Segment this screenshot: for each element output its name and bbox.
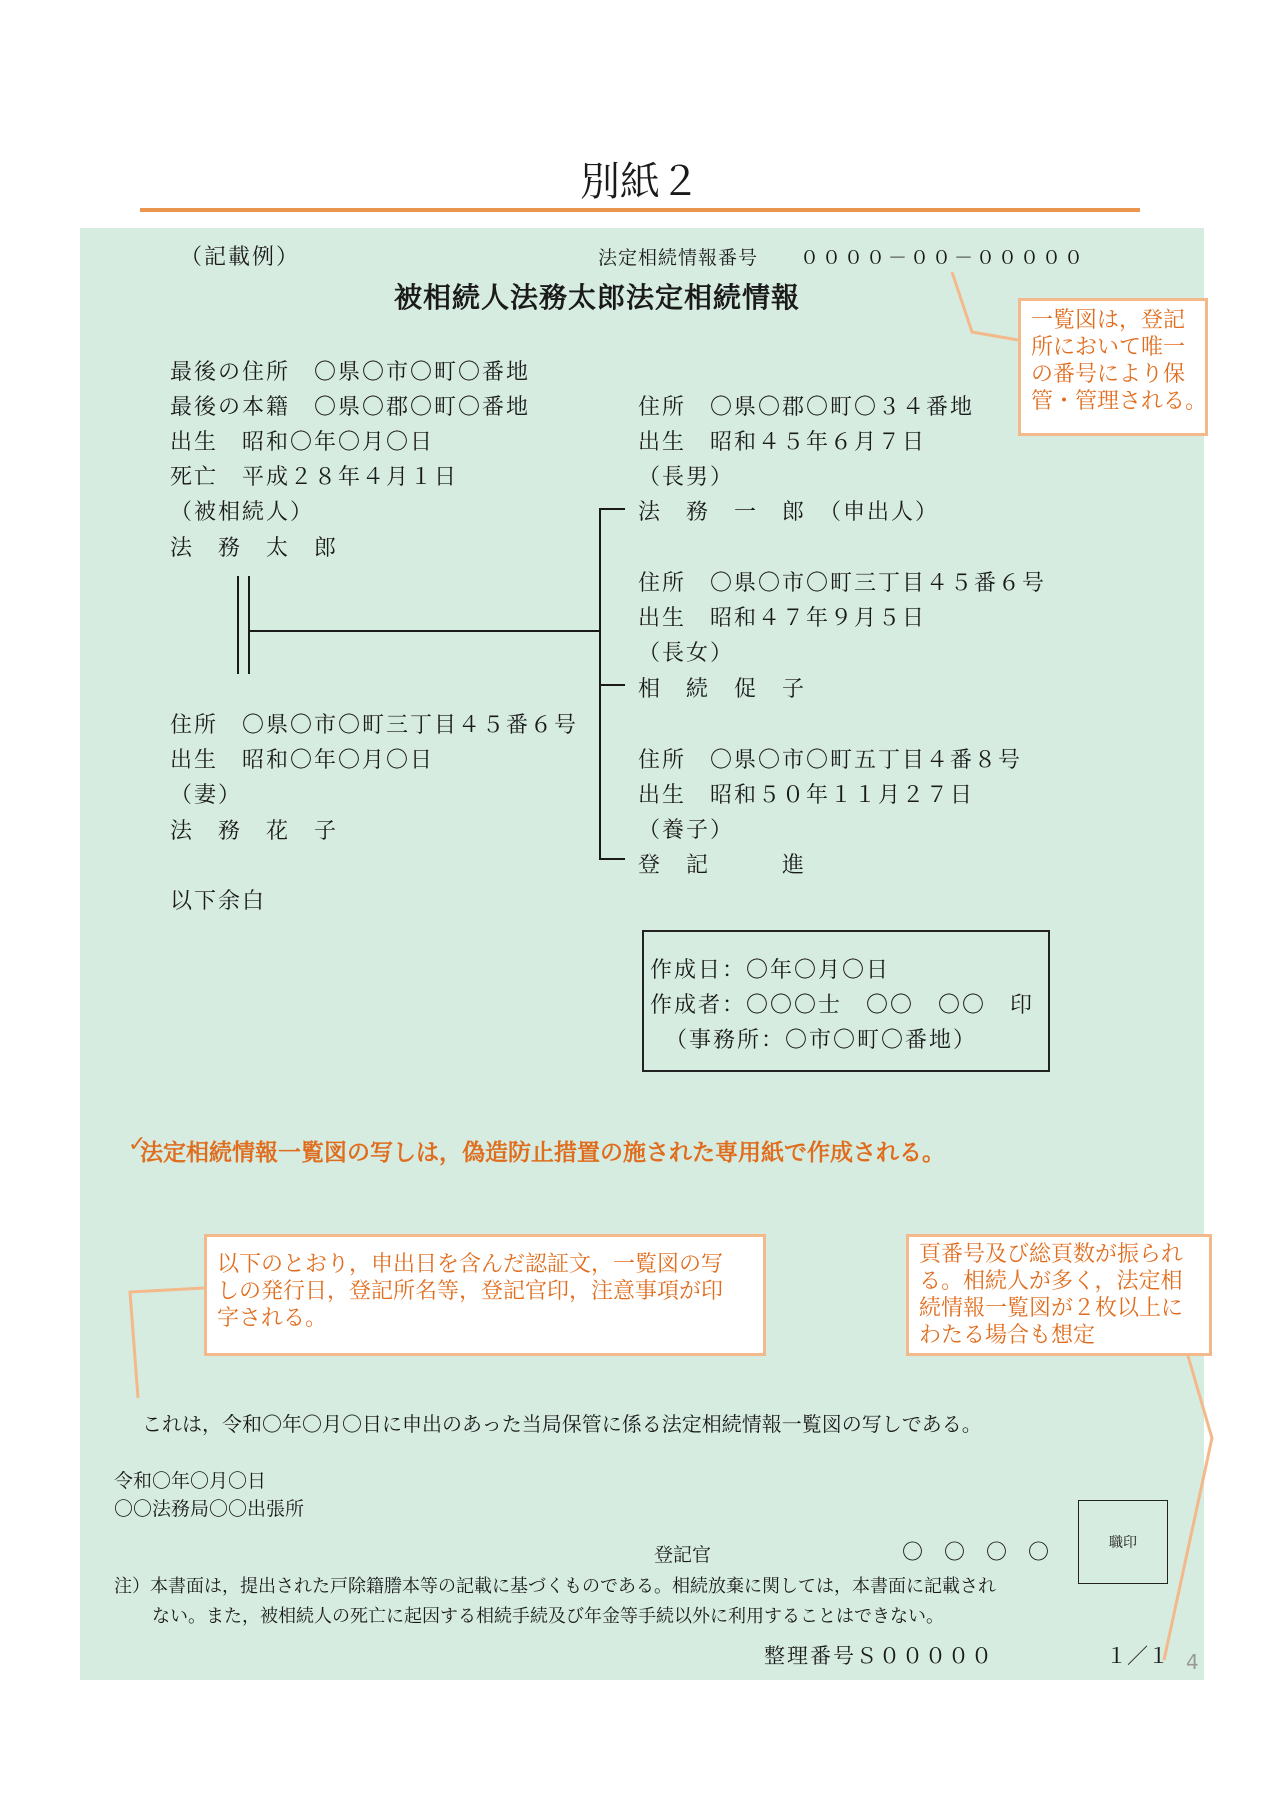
check-icon: ✓	[128, 1132, 147, 1157]
marriage-line-left	[237, 576, 239, 674]
callout-line: しの発行日，登記所名等，登記官印，注意事項が印	[217, 1279, 724, 1304]
decedent-last-address: 最後の住所 〇県〇市〇町〇番地	[170, 360, 531, 385]
sheet-page-number: 4	[1186, 1650, 1199, 1674]
branch-tick-3	[599, 858, 625, 860]
marriage-line-right	[248, 576, 250, 674]
heir-role: （養子）	[638, 818, 735, 843]
spouse-birth: 出生 昭和〇年〇月〇日	[170, 748, 435, 773]
info-number-value: ００００－００－０００００	[800, 247, 1087, 269]
callout-line: わたる場合も想定	[919, 1323, 1096, 1348]
callout-line: 続情報一覧図が２枚以上に	[919, 1296, 1184, 1321]
heir-address: 住所 〇県〇郡〇町〇３４番地	[638, 395, 975, 420]
callout-line: 所において唯一	[1031, 335, 1186, 360]
example-label: （記載例）	[180, 245, 301, 270]
callout-certificate	[204, 1234, 766, 1356]
registry-office: 〇〇法務局〇〇出張所	[114, 1498, 305, 1520]
preparer-office: （事務所：〇市〇町〇番地）	[665, 1028, 978, 1053]
callout-line: の番号により保	[1031, 362, 1186, 387]
heir-name: 相 続 促 子	[638, 677, 807, 702]
heir-name: 登 記 進	[638, 853, 807, 878]
callout-line: 頁番号及び総頁数が振られ	[919, 1242, 1184, 1267]
decedent-death: 死亡 平成２８年４月１日	[170, 465, 459, 490]
title-divider	[140, 208, 1140, 212]
spouse-role: （妻）	[170, 783, 243, 808]
callout-line: 字される。	[217, 1306, 328, 1331]
page-title: 別紙２	[580, 159, 700, 205]
heir-role: （長女）	[638, 641, 735, 666]
info-number-label: 法定相続情報番号	[598, 247, 759, 269]
note-line: 注）本書面は，提出された戸除籍謄本等の記載に基づくものである。相続放棄に関しては，本書面に記載され	[114, 1576, 996, 1597]
security-paper-notice: 法定相続情報一覧図の写しは，偽造防止措置の施された専用紙で作成される。	[140, 1140, 945, 1166]
document-title: 被相続人法務太郎法定相続情報	[394, 281, 801, 314]
reference-number: 整理番号Ｓ０００００	[764, 1644, 994, 1668]
heir-birth: 出生 昭和４７年９月５日	[638, 606, 927, 631]
callout-unique-number	[1018, 298, 1208, 436]
callout-line: 一覧図は，登記	[1031, 308, 1186, 333]
decedent-last-domicile: 最後の本籍 〇県〇郡〇町〇番地	[170, 395, 531, 420]
issue-date: 令和〇年〇月〇日	[114, 1470, 267, 1492]
decedent-name: 法 務 太 郎	[170, 536, 339, 561]
remainder-blank: 以下余白	[170, 889, 267, 914]
branch-tick-2	[599, 684, 625, 686]
preparer-name: 作成者：〇〇〇士 〇〇 〇〇 印	[650, 993, 1035, 1018]
spouse-address: 住所 〇県〇市〇町三丁目４５番６号	[170, 713, 579, 738]
heir-birth: 出生 昭和５０年１１月２７日	[638, 783, 975, 808]
heir-role: （長男）	[638, 465, 735, 490]
callout-line: る。相続人が多く，法定相	[919, 1269, 1183, 1294]
official-seal: 職印	[1078, 1500, 1168, 1584]
registrar-name: 〇 〇 〇 〇	[902, 1540, 1049, 1564]
preparation-date: 作成日：〇年〇月〇日	[650, 958, 891, 983]
note-line: ない。また，被相続人の死亡に起因する相続手続及び年金等手続以外に利用することはできない。	[152, 1606, 944, 1627]
certification-statement: これは，令和〇年〇月〇日に申出のあった当局保管に係る法定相続情報一覧図の写しである。	[142, 1412, 982, 1436]
heir-birth: 出生 昭和４５年６月７日	[638, 430, 927, 455]
descendant-connector	[250, 630, 600, 632]
heir-address: 住所 〇県〇市〇町三丁目４５番６号	[638, 571, 1047, 596]
decedent-birth: 出生 昭和〇年〇月〇日	[170, 430, 435, 455]
callout-line: 管・管理される。	[1031, 389, 1208, 414]
callout-page-number	[906, 1234, 1212, 1356]
spouse-name: 法 務 花 子	[170, 819, 339, 844]
decedent-role: （被相続人）	[170, 500, 315, 525]
callout-line: 以下のとおり，申出日を含んだ認証文，一覧図の写	[217, 1252, 724, 1277]
branch-tick-1	[599, 508, 625, 510]
heir-name: 法 務 一 郎 （申出人）	[638, 500, 940, 525]
heir-address: 住所 〇県〇市〇町五丁目４番８号	[638, 748, 1023, 773]
registrar-label: 登記官	[654, 1544, 712, 1566]
page-fraction: １／１	[1106, 1644, 1169, 1668]
